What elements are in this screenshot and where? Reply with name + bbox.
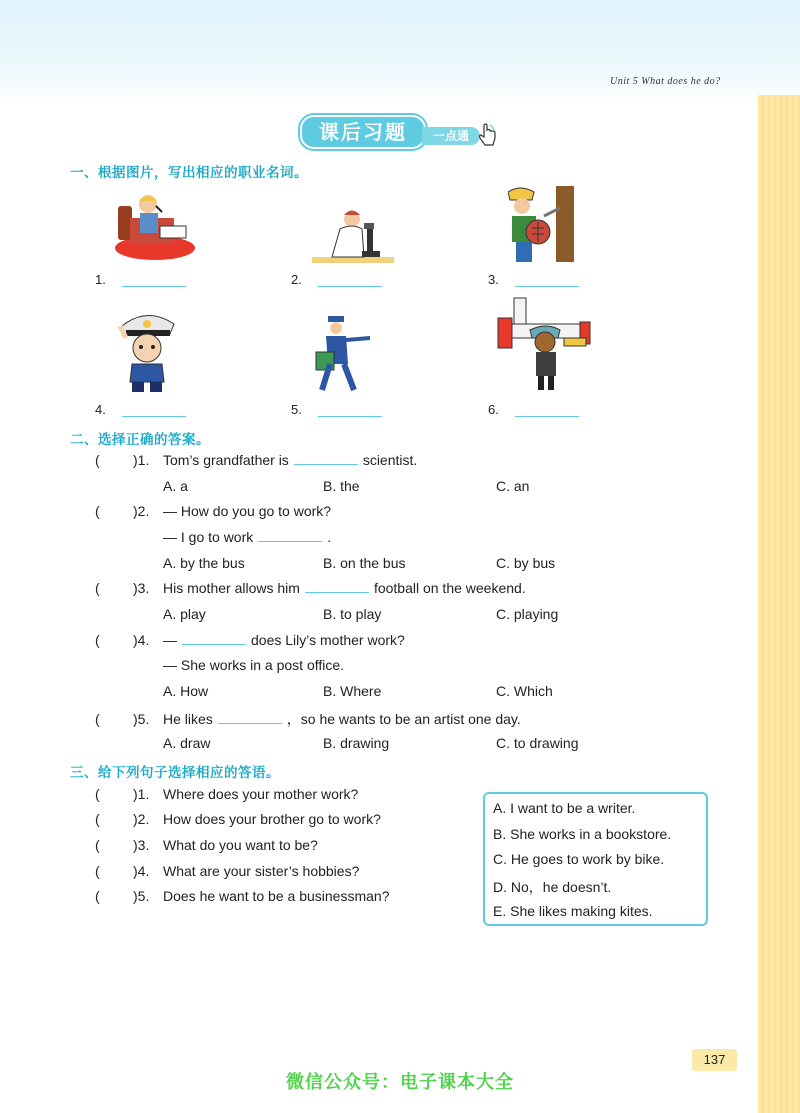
answer-blank[interactable] bbox=[515, 285, 579, 287]
answer-blank[interactable] bbox=[182, 632, 246, 645]
answer-option: A. I want to be a writer. bbox=[493, 800, 636, 816]
question-row bbox=[95, 580, 526, 596]
page-edge-stack bbox=[758, 95, 800, 1113]
blank-item bbox=[95, 402, 186, 417]
question-number: )5. bbox=[133, 711, 150, 727]
question-text: Where does your mother work? bbox=[163, 786, 359, 802]
section-banner bbox=[300, 113, 500, 153]
question-number: )5. bbox=[133, 888, 150, 904]
blank-item bbox=[291, 272, 382, 287]
option-c[interactable]: C. an bbox=[496, 478, 530, 494]
option-b[interactable]: B. on the bus bbox=[323, 555, 406, 571]
answer-option: C. He goes to work by bike. bbox=[493, 851, 665, 867]
answer-options-box bbox=[483, 792, 708, 926]
answer-blank[interactable] bbox=[294, 452, 358, 465]
blank-item bbox=[488, 272, 579, 287]
question-row bbox=[95, 452, 417, 468]
pilot-illustration bbox=[494, 294, 598, 394]
question-number: )3. bbox=[133, 580, 150, 596]
match-question-row bbox=[95, 863, 359, 879]
question-row bbox=[95, 632, 405, 648]
question-number: )3. bbox=[133, 837, 150, 853]
section3-heading: 三、给下列句子选择相应的答语。 bbox=[70, 765, 280, 781]
match-question-row bbox=[95, 837, 318, 853]
item-number: 3. bbox=[488, 272, 499, 287]
item-number: 4. bbox=[95, 402, 106, 417]
continuation-text: — I go to work bbox=[163, 529, 254, 545]
answer-blank[interactable] bbox=[305, 580, 369, 593]
answer-paren[interactable]: ( bbox=[95, 580, 100, 596]
question-text: His mother allows him bbox=[163, 580, 300, 596]
item-number: 6. bbox=[488, 402, 499, 417]
option-a[interactable]: A. by the bus bbox=[163, 555, 245, 571]
scientist-illustration bbox=[312, 207, 394, 265]
match-question-row bbox=[95, 786, 358, 802]
answer-blank[interactable] bbox=[258, 529, 322, 542]
option-a[interactable]: A. draw bbox=[163, 735, 211, 751]
option-a[interactable]: A. a bbox=[163, 478, 188, 494]
question-number: )4. bbox=[133, 863, 150, 879]
question-number: )4. bbox=[133, 632, 150, 648]
question-number: )2. bbox=[133, 503, 150, 519]
answer-paren[interactable]: ( bbox=[95, 632, 100, 648]
answer-paren[interactable]: ( bbox=[95, 452, 100, 468]
question-number: )2. bbox=[133, 811, 150, 827]
item-number: 2. bbox=[291, 272, 302, 287]
blank-item bbox=[488, 402, 579, 417]
question-text: What are your sister’s hobbies? bbox=[163, 863, 360, 879]
answer-option: B. She works in a bookstore. bbox=[493, 826, 672, 842]
answer-paren[interactable]: ( bbox=[95, 888, 100, 904]
postman-illustration bbox=[314, 316, 374, 394]
answer-blank[interactable] bbox=[122, 415, 186, 417]
option-c[interactable]: C. playing bbox=[496, 606, 559, 622]
question-text: Tom’s grandfather is bbox=[163, 452, 289, 468]
answer-option: E. She likes making kites. bbox=[493, 903, 653, 919]
option-b[interactable]: B. to play bbox=[323, 606, 382, 622]
question-text: What do you want to be? bbox=[163, 837, 318, 853]
item-number: 5. bbox=[291, 402, 302, 417]
item-number: 1. bbox=[95, 272, 106, 287]
option-b[interactable]: B. the bbox=[323, 478, 360, 494]
question-number: )1. bbox=[133, 452, 150, 468]
answer-paren[interactable]: ( bbox=[95, 863, 100, 879]
answer-paren[interactable]: ( bbox=[95, 811, 100, 827]
top-band bbox=[0, 0, 800, 105]
question-text: He likes bbox=[163, 711, 213, 727]
blank-item bbox=[291, 402, 382, 417]
answer-paren[interactable]: ( bbox=[95, 503, 100, 519]
section1-heading: 一、根据图片，写出相应的职业名词。 bbox=[70, 165, 308, 181]
answer-paren[interactable]: ( bbox=[95, 711, 100, 727]
option-b[interactable]: B. drawing bbox=[323, 735, 390, 751]
answer-blank[interactable] bbox=[122, 285, 186, 287]
footer-watermark: 微信公众号：电子课本大全 bbox=[286, 1072, 514, 1093]
question-text: — How do you go to work? bbox=[163, 503, 332, 519]
question-continuation: — She works in a post office. bbox=[163, 657, 345, 673]
worker-illustration bbox=[508, 186, 576, 264]
question-text: Does he want to be a businessman? bbox=[163, 888, 390, 904]
option-c[interactable]: C. to drawing bbox=[496, 735, 579, 751]
continuation-end: . bbox=[327, 529, 332, 545]
police-officer-illustration bbox=[116, 308, 178, 394]
question-row bbox=[95, 709, 521, 729]
answer-blank[interactable] bbox=[218, 711, 282, 724]
option-c[interactable]: C. by bus bbox=[496, 555, 556, 571]
question-text-end: football on the weekend. bbox=[373, 580, 526, 596]
answer-blank[interactable] bbox=[318, 415, 382, 417]
section2-heading: 二、选择正确的答案。 bbox=[70, 432, 210, 448]
question-continuation bbox=[163, 529, 331, 545]
question-text: — bbox=[163, 632, 177, 648]
page-number: 137 bbox=[692, 1049, 737, 1071]
option-a[interactable]: A. How bbox=[163, 683, 209, 699]
answer-blank[interactable] bbox=[318, 285, 382, 287]
answer-paren[interactable]: ( bbox=[95, 837, 100, 853]
office-worker-illustration bbox=[110, 188, 200, 264]
question-text-end: scientist. bbox=[362, 452, 418, 468]
blank-item bbox=[95, 272, 186, 287]
banner-title: 课后习题 bbox=[300, 115, 426, 149]
match-question-row bbox=[95, 811, 381, 827]
option-b[interactable]: B. Where bbox=[323, 683, 382, 699]
question-row bbox=[95, 503, 331, 519]
pointing-hand-icon bbox=[476, 121, 498, 149]
answer-blank[interactable] bbox=[515, 415, 579, 417]
question-text: How does your brother go to work? bbox=[163, 811, 381, 827]
answer-option: D. No，he doesn’t. bbox=[493, 879, 612, 895]
question-text-end: does Lily’s mother work? bbox=[251, 632, 405, 648]
option-a[interactable]: A. play bbox=[163, 606, 206, 622]
question-number: )1. bbox=[133, 786, 150, 802]
question-text-end: ，so he wants to be an artist one day. bbox=[286, 711, 521, 727]
answer-paren[interactable]: ( bbox=[95, 786, 100, 802]
match-question-row bbox=[95, 888, 389, 904]
option-c[interactable]: C. Which bbox=[496, 683, 553, 699]
unit-header: Unit 5 What does he do? bbox=[610, 76, 721, 87]
banner-subtitle: 一点通 bbox=[422, 127, 480, 145]
